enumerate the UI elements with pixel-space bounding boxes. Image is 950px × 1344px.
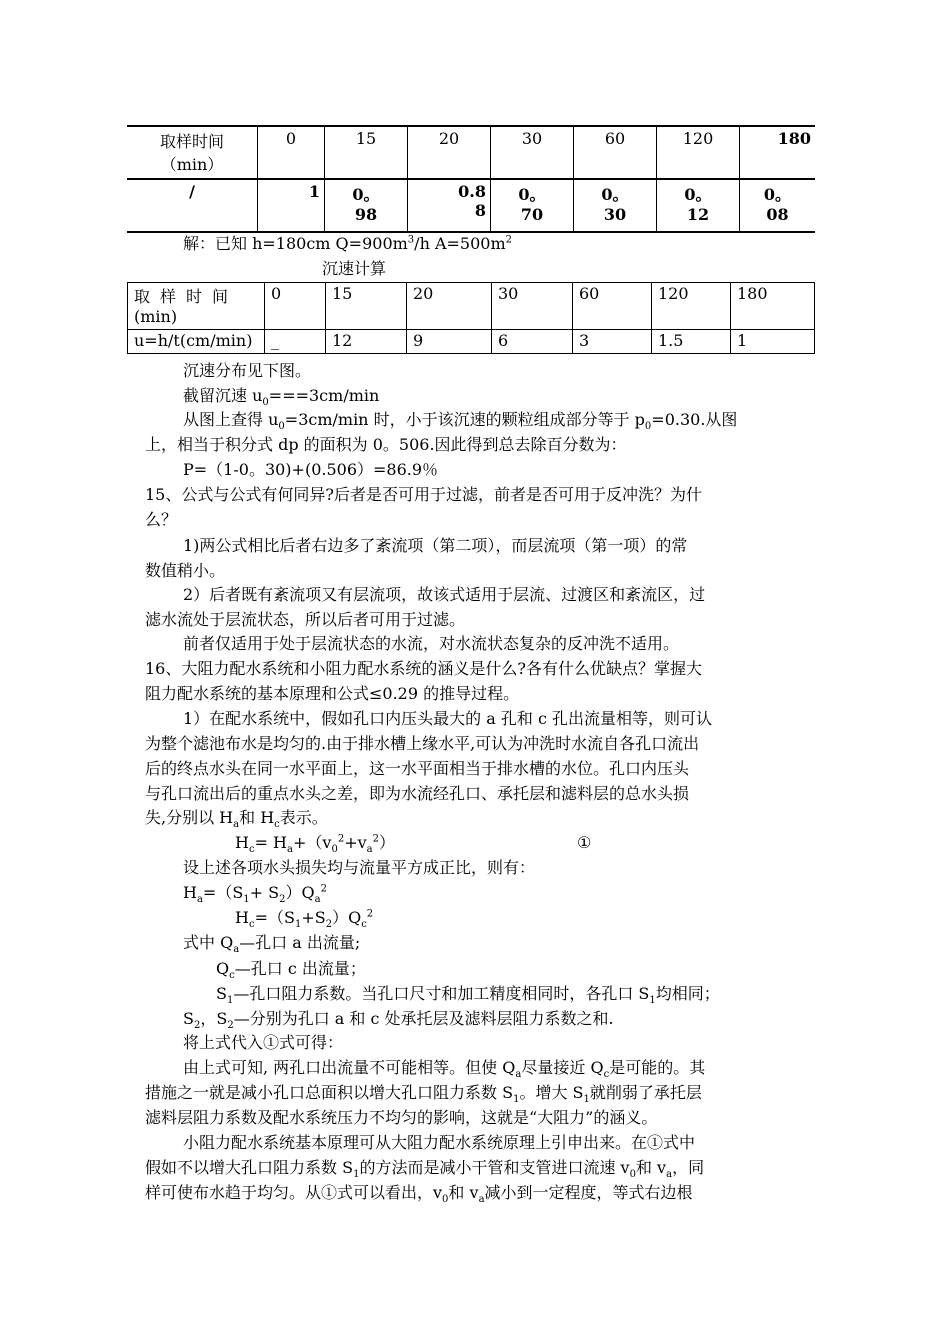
table-cell: 12 xyxy=(326,330,407,354)
question-heading: 16、大阻力配水系统和小阻力配水系统的涵义是什么?各有什么优缺点？掌握大 xyxy=(145,659,702,678)
equation-number: ① xyxy=(577,833,592,852)
table-cell: 0。 12 xyxy=(657,179,740,232)
table-cell: / xyxy=(127,179,258,232)
equation: $H_c=(S_1+S_2)Q_c^2$ xyxy=(235,908,374,931)
table-cell: 120 xyxy=(652,283,731,330)
paragraph-line: 小阻力配水系统基本原理可从大阻力配水系统原理上引申出来。在①式中 xyxy=(183,1133,696,1152)
paragraph-line: 数值稍小。 xyxy=(145,561,226,580)
table-cell: 1 xyxy=(731,330,815,354)
table-cell: 30 xyxy=(492,283,573,330)
table-cell: 20 xyxy=(407,283,492,330)
paragraph-line: $Q_c—$孔口 c 出流量； xyxy=(216,959,366,982)
table-cell: 0 xyxy=(258,126,325,179)
paragraph-line: 滤水流处于层流状态，所以后者可用于过滤。 xyxy=(145,610,466,629)
table-cell: 120 xyxy=(657,126,740,179)
paragraph-line: 式中 $Q_a—$孔口 a 出流量; xyxy=(183,933,361,956)
paragraph-line: 滤料层阻力系数及配水系统压力不均匀的影响，这就是“大阻力”的涵义。 xyxy=(145,1108,658,1127)
table-cell: 取样时间 (min) xyxy=(128,283,265,330)
table-cell: 15 xyxy=(326,283,407,330)
paragraph-line: 从图上查得 $u_0=3cm/\min$ 时，小于该沉速的颗粒组成部分等于 $p_0=0.30$.从图 xyxy=(183,410,738,433)
table-cell: 0.8 8 xyxy=(408,179,491,232)
solution-given-line: 解：已知 h=180cm $Q=900m^3/h$ $A=500m^2$ xyxy=(183,234,512,253)
table-cell: 1.5 xyxy=(652,330,731,354)
table-cell: 180 xyxy=(731,283,815,330)
question-heading: 15、公式与公式有何同异?后者是否可用于过滤，前者是否可用于反冲洗？为什 xyxy=(145,485,702,504)
paragraph-line: P=（1-0。30)+(0.506）=86.9％ xyxy=(183,460,439,479)
table-cell: 0。 70 xyxy=(491,179,574,232)
question-heading: 么？ xyxy=(145,510,178,529)
table-cell: 9 xyxy=(407,330,492,354)
table-row xyxy=(128,330,815,354)
paragraph-line: 与孔口流出后的重点水头之差，即为水流经孔口、承托层和滤料层的总水头损 xyxy=(145,784,690,803)
table-cell: _ xyxy=(265,330,326,354)
paragraph-line: 2）后者既有紊流项又有层流项，故该式适用于层流、过渡区和紊流区，过 xyxy=(183,585,706,604)
table-cell: 6 xyxy=(492,330,573,354)
paragraph-line: 1）在配水系统中，假如孔口内压头最大的 a 孔和 c 孔出流量相等，则可认 xyxy=(183,709,713,728)
sampling-data-table xyxy=(127,125,815,233)
table-cell: 0。 30 xyxy=(574,179,657,232)
paragraph-line: $S_2$，$S_2—$分别为孔口 a 和 c 处承托层及滤料层阻力系数之和. xyxy=(183,1009,614,1032)
table-cell: 0。 98 xyxy=(325,179,408,232)
paragraph-line: 后的终点水头在同一水平面上，这一水平面相当于排水槽的水位。孔口内压头 xyxy=(145,759,690,778)
table-cell: 180 xyxy=(740,126,816,179)
table-cell: 1 xyxy=(258,179,325,232)
table-cell: 30 xyxy=(491,126,574,179)
paragraph-line: 措施之一就是减小孔口总面积以增大孔口阻力系数 $S_1$。增大 $S_1$就削弱了承托层 xyxy=(145,1083,702,1106)
table-cell: 3 xyxy=(573,330,652,354)
question-heading: 阻力配水系统的基本原理和公式≤0.29 的推导过程。 xyxy=(145,684,520,703)
table-cell: 0。 08 xyxy=(740,179,816,232)
table-row xyxy=(127,179,815,232)
table-cell: 15 xyxy=(325,126,408,179)
paragraph-line: 沉速分布见下图。 xyxy=(183,361,312,380)
table-title: 沉速计算 xyxy=(322,259,387,278)
paragraph-line: 前者仅适用于处于层流状态的水流，对水流状态复杂的反冲洗不适用。 xyxy=(183,634,680,653)
paragraph-line: 样可使布水趋于均匀。从①式可以看出，$v_0$和 $v_a$减小到一定程度，等式右边根 xyxy=(145,1183,693,1206)
paragraph-line: 失,分别以 $H_a$和 $H_c$表示。 xyxy=(145,808,328,831)
table-cell: 0 xyxy=(265,283,326,330)
paragraph-line: 1)两公式相比后者右边多了紊流项（第二项），而层流项（第一项）的常 xyxy=(183,536,688,555)
table-cell: 60 xyxy=(573,283,652,330)
equation: $H_c= H_a+(v_0^2+v_a^2)$ xyxy=(235,833,395,856)
paragraph-line: 由上式可知, 两孔口出流量不可能相等。但使 $Q_a$尽量接近 $Q_c$是可能的。其 xyxy=(183,1058,706,1081)
paragraph-line: 为整个滤池布水是均匀的.由于排水槽上缘水平,可认为冲洗时水流自各孔口流出 xyxy=(145,734,700,753)
equation: $H_a=(S_1+ S_2)Q_a^2$ xyxy=(183,883,327,906)
table-cell: 20 xyxy=(408,126,491,179)
paragraph-line: 设上述各项水头损失均与流量平方成正比，则有： xyxy=(183,858,536,877)
paragraph-line: 上，相当于积分式 dp 的面积为 0。506.因此得到总去除百分数为： xyxy=(145,435,627,454)
paragraph-line: 将上式代入①式可得： xyxy=(183,1033,344,1052)
table-cell: u=h/t(cm/min) xyxy=(128,330,265,354)
paragraph-line: 截留沉速 $u_0===3cm/\min$ xyxy=(183,386,380,409)
paragraph-line: $S_1—$孔口阻力系数。当孔口尺寸和加工精度相同时，各孔口 $S_1$均相同； xyxy=(216,984,720,1007)
table-row xyxy=(128,283,815,330)
paragraph-line: 假如不以增大孔口阻力系数 $S_1$的方法而是减小干管和支管进口流速 $v_0$和 $v_a$，同 xyxy=(145,1158,705,1181)
settling-velocity-table xyxy=(127,282,815,354)
table-row xyxy=(127,126,815,179)
table-cell: 60 xyxy=(574,126,657,179)
table-cell: 取样时间 （min） xyxy=(127,126,258,179)
